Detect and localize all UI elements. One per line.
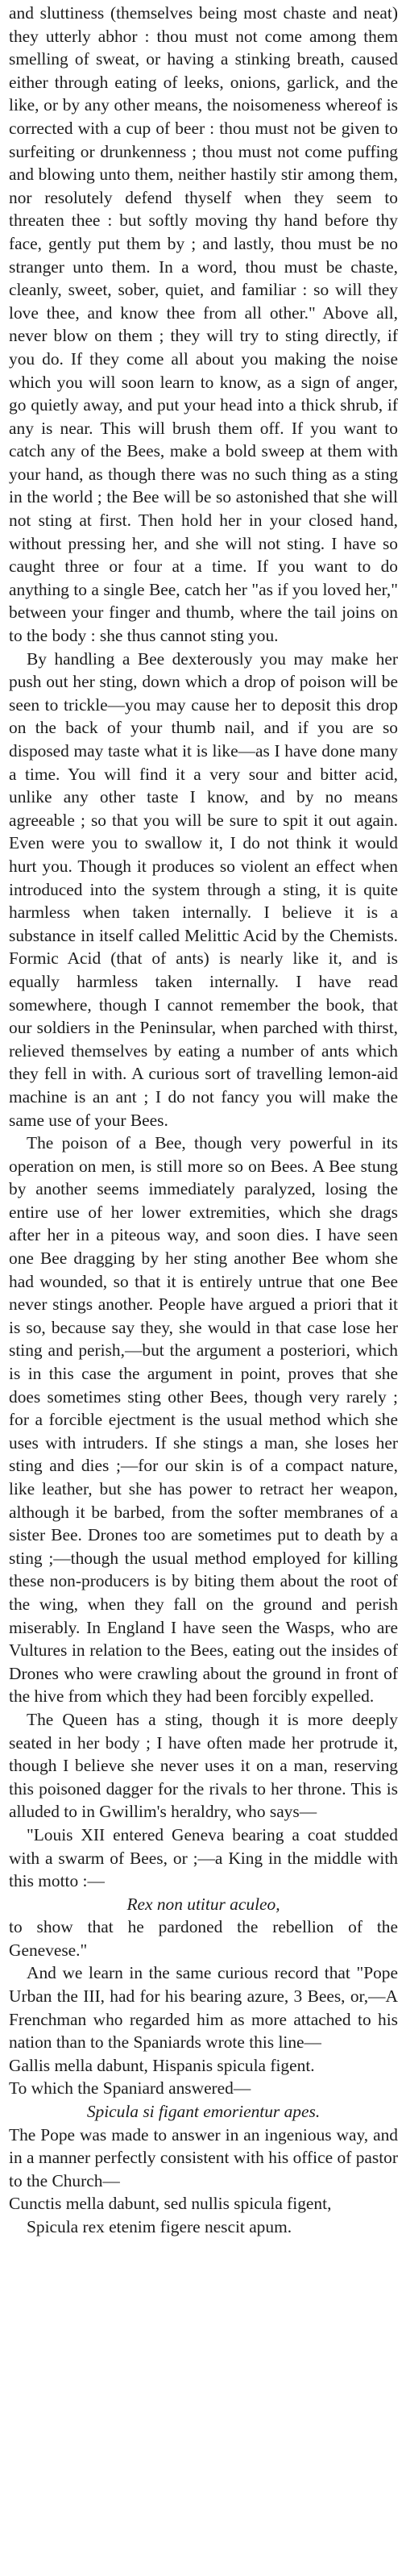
latin-verse-french: Gallis mella dabunt, Hispanis spicula figent.: [9, 2055, 315, 2075]
paragraph-pope-answer: The Pope was made to answer in an ingenious way, and in a manner perfectly consistent with his office of pastor to the Church—: [9, 2124, 398, 2190]
paragraph-pope-urban: And we learn in the same curious record that "Pope Urban the III, had for his bearing azure, 3 Bees, or,—A Frenchman who regarded him as more attached to his nation than to the Spaniards wrote this line—: [9, 1963, 398, 2053]
paragraph-handling-bee: By handling a Bee dexterously you may make her push out her sting, down which a drop of poison will be seen to trickle—you may cause her to deposit this drop on the back of your thumb nail, and if you are so disposed may taste what it is like—as I have done many a time. You will find it a very sour and bitter acid, unlike any other taste I know, and by no means agreeable ; so that you will be sure to spit it out again. Even were you to swallow it, I do not think it would hurt you. Though it produces so violent an effect when introduced into the system through a sting, it is quite harmless when taken internally. I believe it is a substance in itself called Melittic Acid by the Chemists. Formic Acid (that of ants) is nearly like it, and is equally harmless taken internally. I have read somewhere, though I cannot remember the book, that our soldiers in the Peninsular, when parched with thirst, relieved themselves by eating a number of ants which they fell in with. A curious sort of travelling lemon-aid machine is an ant ; I do not fancy you will make the same use of your Bees.: [9, 648, 398, 1130]
paragraph-louis-xii: "Louis XII entered Geneva bearing a coat studded with a swarm of Bees, or ;—a King in the middle with this motto :—: [9, 1824, 398, 1891]
latin-verse-spaniard: Spicula si figant emorientur apes.: [86, 2102, 321, 2122]
paragraph-spaniard: To which the Spaniard answered—: [9, 2078, 251, 2099]
latin-verse-pope-line2: Spicula rex etenim figere nescit apum.: [27, 2217, 292, 2236]
paragraph-queen-sting: The Queen has a sting, though it is more deeply seated in her body ; I have often made her protrude it, though I believe she never uses it on a man, reserving this poisoned dagger for the rivals to her throne. This is alluded to in Gwillim's heraldry, who says—: [9, 1709, 398, 1822]
latin-motto: Rex non utitur aculeo,: [126, 1894, 280, 1914]
paragraph-genevese: to show that he pardoned the rebellion of the Genevese.": [9, 1917, 398, 1960]
paragraph-cleanliness: and sluttiness (themselves being most chaste and neat) they utterly abhor : thou must not come among them smelling of sweat, or having a stinking breath, caused either through eating of leeks, onions, garlick, and the like, or by any other means, the noisomeness whereof is corrected with a cup of beer : thou must not be given to surfeiting or drunkenness ; thou must not come puffing and blowing unto them, neither hastily stir among them, nor resolutely defend thyself when they seem to threaten thee : but softly moving thy hand before thy face, gently put them by ; and lastly, thou must be no stranger unto them. In a word, thou must be chaste, cleanly, sweet, sober, quiet, and familiar : so will they love thee, and know thee from all other." Above all, never blow on them ; they will try to sting directly, if you do. If they come all about you making the noise which you will soon learn to know, as a sign of anger, go quietly away, and put your head into a thick shrub, if any is near. This will brush them off. If you want to catch any of the Bees, make a bold sweep at them with your hand, as though there was no such thing as a sting in the world ; the Bee will be so astonished that she will not sting at first. Then hold her in your closed hand, without pressing her, and she will not sting. I have so caught three or four at a time. If you want to do anything to a single Bee, catch her "as if you loved her," between your finger and thumb, where the tail joins on to the body : she thus cannot sting you.: [9, 3, 398, 646]
paragraph-bee-poison: The poison of a Bee, though very powerful in its operation on men, is still more so on Bees. A Bee stung by another seems immediately paralyzed, losing the entire use of her lower extremities, which she drags after her in a piteous way, and soon dies. I have seen one Bee dragging by her sting another Bee whom she had wounded, so that it is entirely untrue that one Bee never stings another. People have argued a priori that it is so, because say they, she would in that case lose her sting and perish,—but the argument a posteriori, which is in this case the argument in point, proves that she does sometimes sting other Bees, though very rarely ; for a forcible ejectment is the usual method which she uses with intruders. If she stings a man, she loses her sting and dies ;—for our skin is of a compact nature, like leather, but she has power to retract her weapon, although it be barbed, from the softer membranes of a sister Bee. Drones too are sometimes put to death by a sting ;—though the usual method employed for killing these non-producers is by biting them about the root of the wing, when they fall on the ground and perish miserably. In England I have seen the Wasps, who are Vultures in relation to the Bees, eating out the insides of Drones who were crawling about the ground in front of the hive from which they had been forcibly expelled.: [9, 1133, 398, 1707]
latin-verse-pope-line1: Cunctis mella dabunt, sed nullis spicula figent,: [9, 2194, 332, 2214]
